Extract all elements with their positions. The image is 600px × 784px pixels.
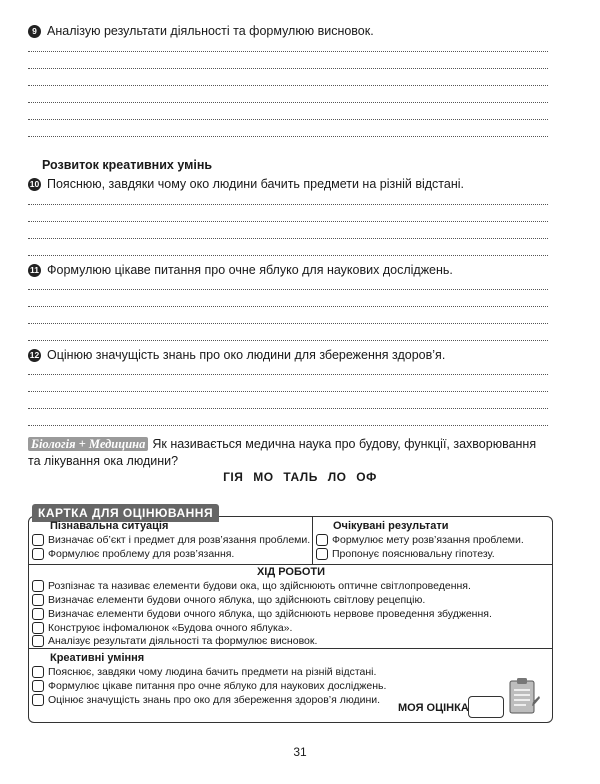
checkbox[interactable] [32, 680, 44, 692]
checkbox[interactable] [32, 635, 44, 647]
question-9 [28, 24, 374, 38]
checklist-item[interactable]: Формулює цікаве питання про очне яблуко для наукових досліджень. [32, 680, 386, 692]
syllable: ЛО [327, 470, 347, 484]
grade-input-box[interactable] [468, 696, 504, 718]
answer-line[interactable] [28, 323, 548, 324]
answer-line[interactable] [28, 102, 548, 103]
bio-medicine-task [28, 436, 552, 470]
card-divider [312, 517, 313, 564]
question-11 [28, 263, 453, 277]
answer-line[interactable] [28, 391, 548, 392]
answer-line[interactable] [28, 221, 548, 222]
card-divider [29, 564, 552, 565]
page-number: 31 [293, 745, 307, 759]
evaluation-card-title: КАРТКА ДЛЯ ОЦІНЮВАННЯ [32, 504, 219, 522]
answer-line[interactable] [28, 306, 548, 307]
question-number: 11 [30, 264, 39, 275]
checkbox[interactable] [316, 534, 328, 546]
question-text: Формулюю цікаве питання про очне яблуко для наукових досліджень. [47, 263, 453, 277]
checkbox[interactable] [32, 622, 44, 634]
answer-line[interactable] [28, 255, 548, 256]
question-10 [28, 177, 464, 191]
checklist-item[interactable]: Визначає елементи будови очного яблука, що здійснюють нервове проведення збудження. [32, 608, 492, 620]
clipboard-icon [506, 676, 540, 716]
checklist-item[interactable]: Визначає елементи будови очного яблука, що здійснюють світлову рецепцію. [32, 594, 425, 606]
creative-skills-card-heading: Креативні уміння [50, 652, 145, 664]
checklist-item[interactable]: Аналізує результати діяльності та формулює висновок. [32, 635, 317, 647]
bio-medicine-tag: Біологія + Медицина [28, 437, 148, 451]
answer-line[interactable] [28, 119, 548, 120]
answer-line[interactable] [28, 68, 548, 69]
question-number: 10 [29, 178, 40, 189]
work-procedure-heading: ХІД РОБОТИ [256, 566, 326, 578]
answer-line[interactable] [28, 340, 548, 341]
syllable: ОФ [356, 470, 377, 484]
question-text: Оцінюю значущість знань про око людини для збереження здоров’я. [47, 348, 446, 362]
checklist-item[interactable]: Конструює інфомалюнок «Будова очного яблука». [32, 622, 292, 634]
syllable: ТАЛЬ [283, 470, 318, 484]
my-grade-label: МОЯ ОЦІНКА [398, 702, 469, 714]
checkbox[interactable] [32, 694, 44, 706]
question-number: 9 [28, 25, 41, 38]
question-text: Аналізую результати діяльності та формулюю висновок. [47, 24, 374, 38]
answer-line[interactable] [28, 425, 548, 426]
syllable-puzzle [0, 470, 600, 484]
checkbox[interactable] [32, 666, 44, 678]
answer-line[interactable] [28, 51, 548, 52]
question-number: 12 [29, 349, 40, 360]
syllable: МО [253, 470, 274, 484]
card-divider [29, 648, 552, 649]
answer-line[interactable] [28, 374, 548, 375]
checklist-item[interactable]: Формулює мету розв’язання проблеми. [316, 534, 524, 546]
question-text: Пояснюю, завдяки чому око людини бачить предмети на різній відстані. [47, 177, 464, 191]
checklist-item[interactable]: Оцінює значущість знань про око для збереження здоров’я людини. [32, 694, 380, 706]
answer-line[interactable] [28, 136, 548, 137]
checklist-item[interactable]: Розпізнає та називає елементи будови ока, що здійснюють оптичне світлопроведення. [32, 580, 471, 592]
answer-line[interactable] [28, 408, 548, 409]
checklist-item[interactable]: Пропонує пояснювальну гіпотезу. [316, 548, 495, 560]
expected-results-heading: Очікувані результати [333, 520, 449, 532]
checkbox[interactable] [32, 608, 44, 620]
checkbox[interactable] [32, 594, 44, 606]
checklist-item[interactable]: Формулює проблему для розв’язання. [32, 548, 234, 560]
creative-skills-heading: Розвиток креативних умінь [42, 158, 213, 172]
answer-line[interactable] [28, 289, 548, 290]
syllable: ГІЯ [223, 470, 244, 484]
checklist-item[interactable]: Визначає об’єкт і предмет для розв’язання проблеми. [32, 534, 310, 546]
checkbox[interactable] [32, 534, 44, 546]
cognitive-situation-heading: Пізнавальна ситуація [50, 520, 169, 532]
question-12 [28, 348, 445, 362]
checkbox[interactable] [32, 548, 44, 560]
checkbox[interactable] [316, 548, 328, 560]
answer-line[interactable] [28, 238, 548, 239]
bio-question-text: Як називається медична наука про будову, функції, захворювання та лікування ока людини? [28, 437, 537, 468]
checklist-item[interactable]: Пояснює, завдяки чому людина бачить предмети на різній відстані. [32, 666, 376, 678]
answer-line[interactable] [28, 204, 548, 205]
checkbox[interactable] [32, 580, 44, 592]
answer-line[interactable] [28, 85, 548, 86]
